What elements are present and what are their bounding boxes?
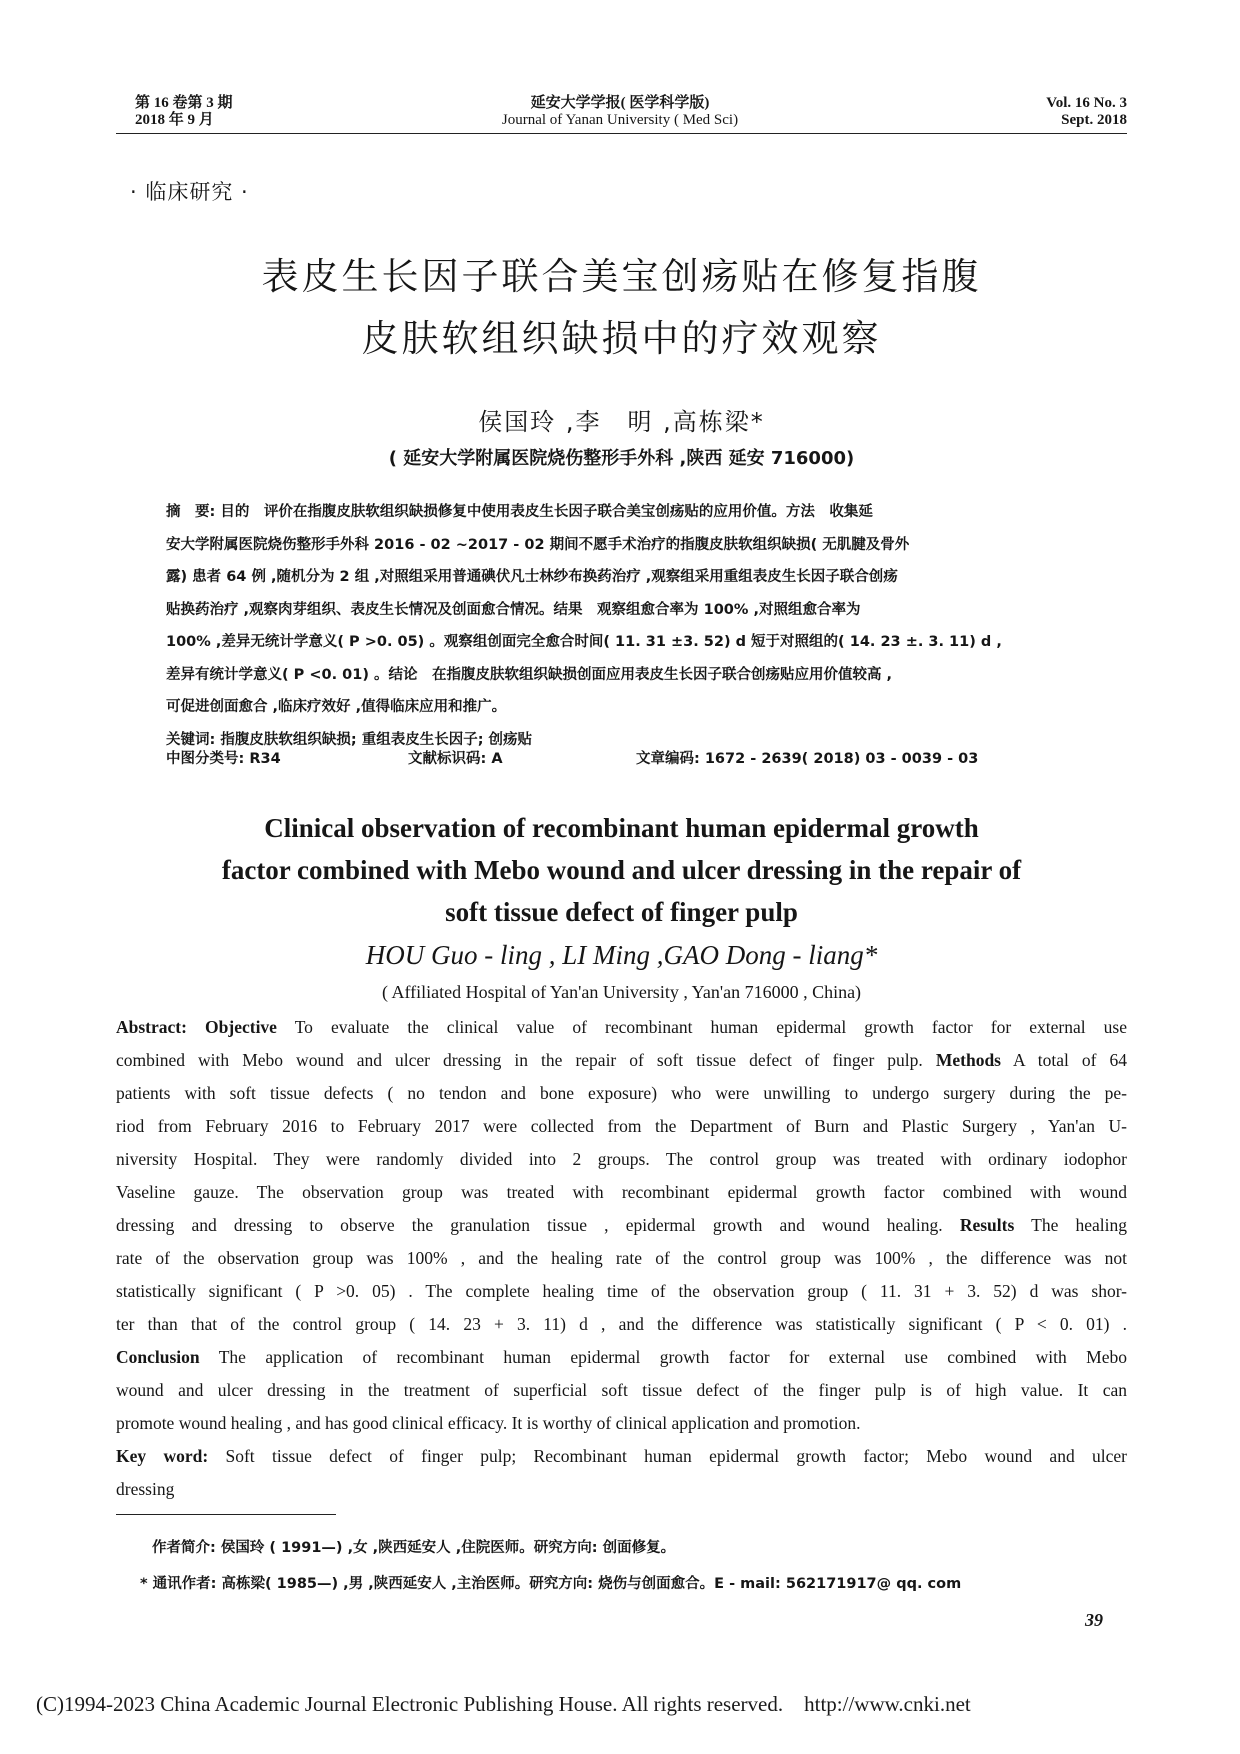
cn-abstract [166,496,1091,756]
page-number: 39 [1085,1610,1103,1630]
en-keywords-line [116,1440,1127,1473]
en-abstract-text: combined with Mebo wound and ulcer dressing in the repair of soft tissue defect of finger pulp. [116,1050,923,1070]
header-volume: 第 16 卷第 3 期 [135,95,233,111]
en-abstract [116,1011,1127,1506]
en-abstract-text: A total of 64 [1000,1050,1127,1070]
en-abstract-line: Vaseline gauze. The observation group was treated with recombinant epidermal growth factor combined with wound [116,1182,1127,1202]
abstract-label: Abstract: [116,1017,187,1037]
header-journal-en: Journal of Yanan University ( Med Sci) [501,112,739,128]
en-abstract-text: To evaluate the clinical value of recombinant human epidermal growth factor for external use [276,1017,1127,1037]
cn-abstract-line: 摘 要: 目的 评价在指腹皮肤软组织缺损修复中使用表皮生长因子联合美宝创疡贴的应用价值。方法 收集延 [166,504,873,520]
en-affiliation: ( Affiliated Hospital of Yan'an University , Yan'an 716000 , China) [381,982,862,1002]
doc-code: 文献标识码: A [408,751,503,767]
en-abstract-text: The healing [1014,1215,1127,1235]
cn-title-line-2: 皮肤软组织缺损中的疗效观察 [361,317,882,360]
cn-authors: 侯国玲 ,李 明 ,高栋梁* [478,408,765,436]
cn-abstract-line: 可促进创面愈合 ,临床疗效好 ,值得临床应用和推广。 [166,699,507,715]
en-abstract-line [116,1209,1127,1242]
cn-abstract-line: 露) 患者 64 例 ,随机分为 2 组 ,对照组采用普通碘伏凡士林纱布换药治疗 ,观察组采用重组表皮生长因子联合创疡 [166,569,898,585]
en-abstract-line: rate of the observation group was 100% , and the healing rate of the control group was 100% , the difference was not [116,1248,1127,1268]
en-abstract-line [116,1011,1127,1044]
header-vol-en: Vol. 16 No. 3 [1046,95,1127,111]
en-abstract-line: niversity Hospital. They were randomly divided into 2 groups. The control group was treated with ordinary iodophor [116,1149,1127,1169]
en-abstract-line: ter than that of the control group ( 14. 23 + 3. 11) d , and the difference was statistically significant ( P < 0. 01) . [116,1314,1127,1334]
en-title-line-3: soft tissue defect of finger pulp [445,897,798,927]
footnote-rule [116,1514,336,1515]
cn-abstract-line: 安大学附属医院烧伤整形手外科 2016 - 02 ~2017 - 02 期间不愿手术治疗的指腹皮肤软组织缺损( 无肌腱及骨外 [166,536,910,553]
cn-abstract-line: 贴换药治疗 ,观察肉芽组织、表皮生长情况及创面愈合情况。结果 观察组愈合率为 100% ,对照组愈合率为 [166,601,861,618]
cn-abstract-line: 100% ,差异无统计学意义( P >0. 05) 。观察组创面完全愈合时间( 11. 31 ±3. 52) d 短于对照组的( 14. 23 ±. 3. 11) d , [166,634,1002,650]
cn-abstract-line: 差异有统计学意义( P <0. 01) 。结论 在指腹皮肤软组织缺损创面应用表皮生长因子联合创疡贴应用价值较高 , [166,666,893,683]
copyright-notice: (C)1994-2023 China Academic Journal Electronic Publishing House. All rights reserved. http://www.cnki.net [36,1692,971,1716]
header-date-en: Sept. 2018 [1061,112,1127,128]
en-abstract-line: promote wound healing , and has good clinical efficacy. It is worthy of clinical application and promotion. [116,1413,861,1433]
header-journal-cn: 延安大学学报( 医学科学版) [530,95,710,111]
objective-label: Objective [205,1017,277,1037]
en-abstract-line: wound and ulcer dressing in the treatment of superficial soft tissue defect of the finger pulp is of high value. It can [116,1380,1127,1400]
en-abstract-text: dressing and dressing to observe the granulation tissue , epidermal growth and wound healing. [116,1215,943,1235]
clc-number: 中图分类号: R34 [166,751,281,767]
header-date: 2018 年 9 月 [135,112,214,128]
article-number: 文章编码: 1672 - 2639( 2018) 03 - 0039 - 03 [636,751,979,767]
section-tag: · 临床研究 · [130,180,249,204]
header-rule [116,133,1127,134]
footnote-author-bio: 作者简介: 侯国玲 ( 1991—) ,女 ,陕西延安人 ,住院医师。研究方向: 创面修复。 [152,1540,676,1556]
en-abstract-line: patients with soft tissue defects ( no tendon and bone exposure) who were unwilling to undergo surgery during the pe- [116,1083,1127,1103]
cn-affiliation: ( 延安大学附属医院烧伤整形手外科 ,陕西 延安 716000) [388,448,855,469]
en-abstract-line: statistically significant ( P >0. 05) . The complete healing time of the observation group ( 11. 31 + 3. 52) d was shor- [116,1281,1127,1301]
results-label: Results [959,1215,1015,1235]
conclusion-label: Conclusion [116,1347,200,1367]
en-keywords-text: Soft tissue defect of finger pulp; Recombinant human epidermal growth factor; Mebo wound and ulcer [208,1446,1127,1466]
en-abstract-line: riod from February 2016 to February 2017 were collected from the Department of Burn and Plastic Surgery , Yan'an U- [116,1116,1127,1136]
en-title-line-1: Clinical observation of recombinant human epidermal growth [264,813,979,843]
en-title-line-2: factor combined with Mebo wound and ulcer dressing in the repair of [221,855,1022,885]
methods-label: Methods [935,1050,1001,1070]
en-authors: HOU Guo - ling , LI Ming ,GAO Dong - liang* [365,940,878,970]
cn-title-line-1: 表皮生长因子联合美宝创疡贴在修复指腹 [261,255,982,298]
en-abstract-line [116,1044,1127,1077]
en-abstract-line [116,1341,1127,1374]
footnote-corresponding: * 通讯作者: 高栋梁( 1985—) ,男 ,陕西延安人 ,主治医师。研究方向: 烧伤与创面愈合。E - mail: 562171917@ qq. com [140,1576,962,1592]
keyword-label: Key word: [116,1446,209,1466]
en-abstract-line: dressing [116,1479,175,1499]
cn-keywords: 关键词: 指腹皮肤软组织缺损; 重组表皮生长因子; 创疡贴 [166,731,533,748]
en-abstract-text: The application of recombinant human epidermal growth factor for external use combined with Mebo [199,1347,1127,1367]
